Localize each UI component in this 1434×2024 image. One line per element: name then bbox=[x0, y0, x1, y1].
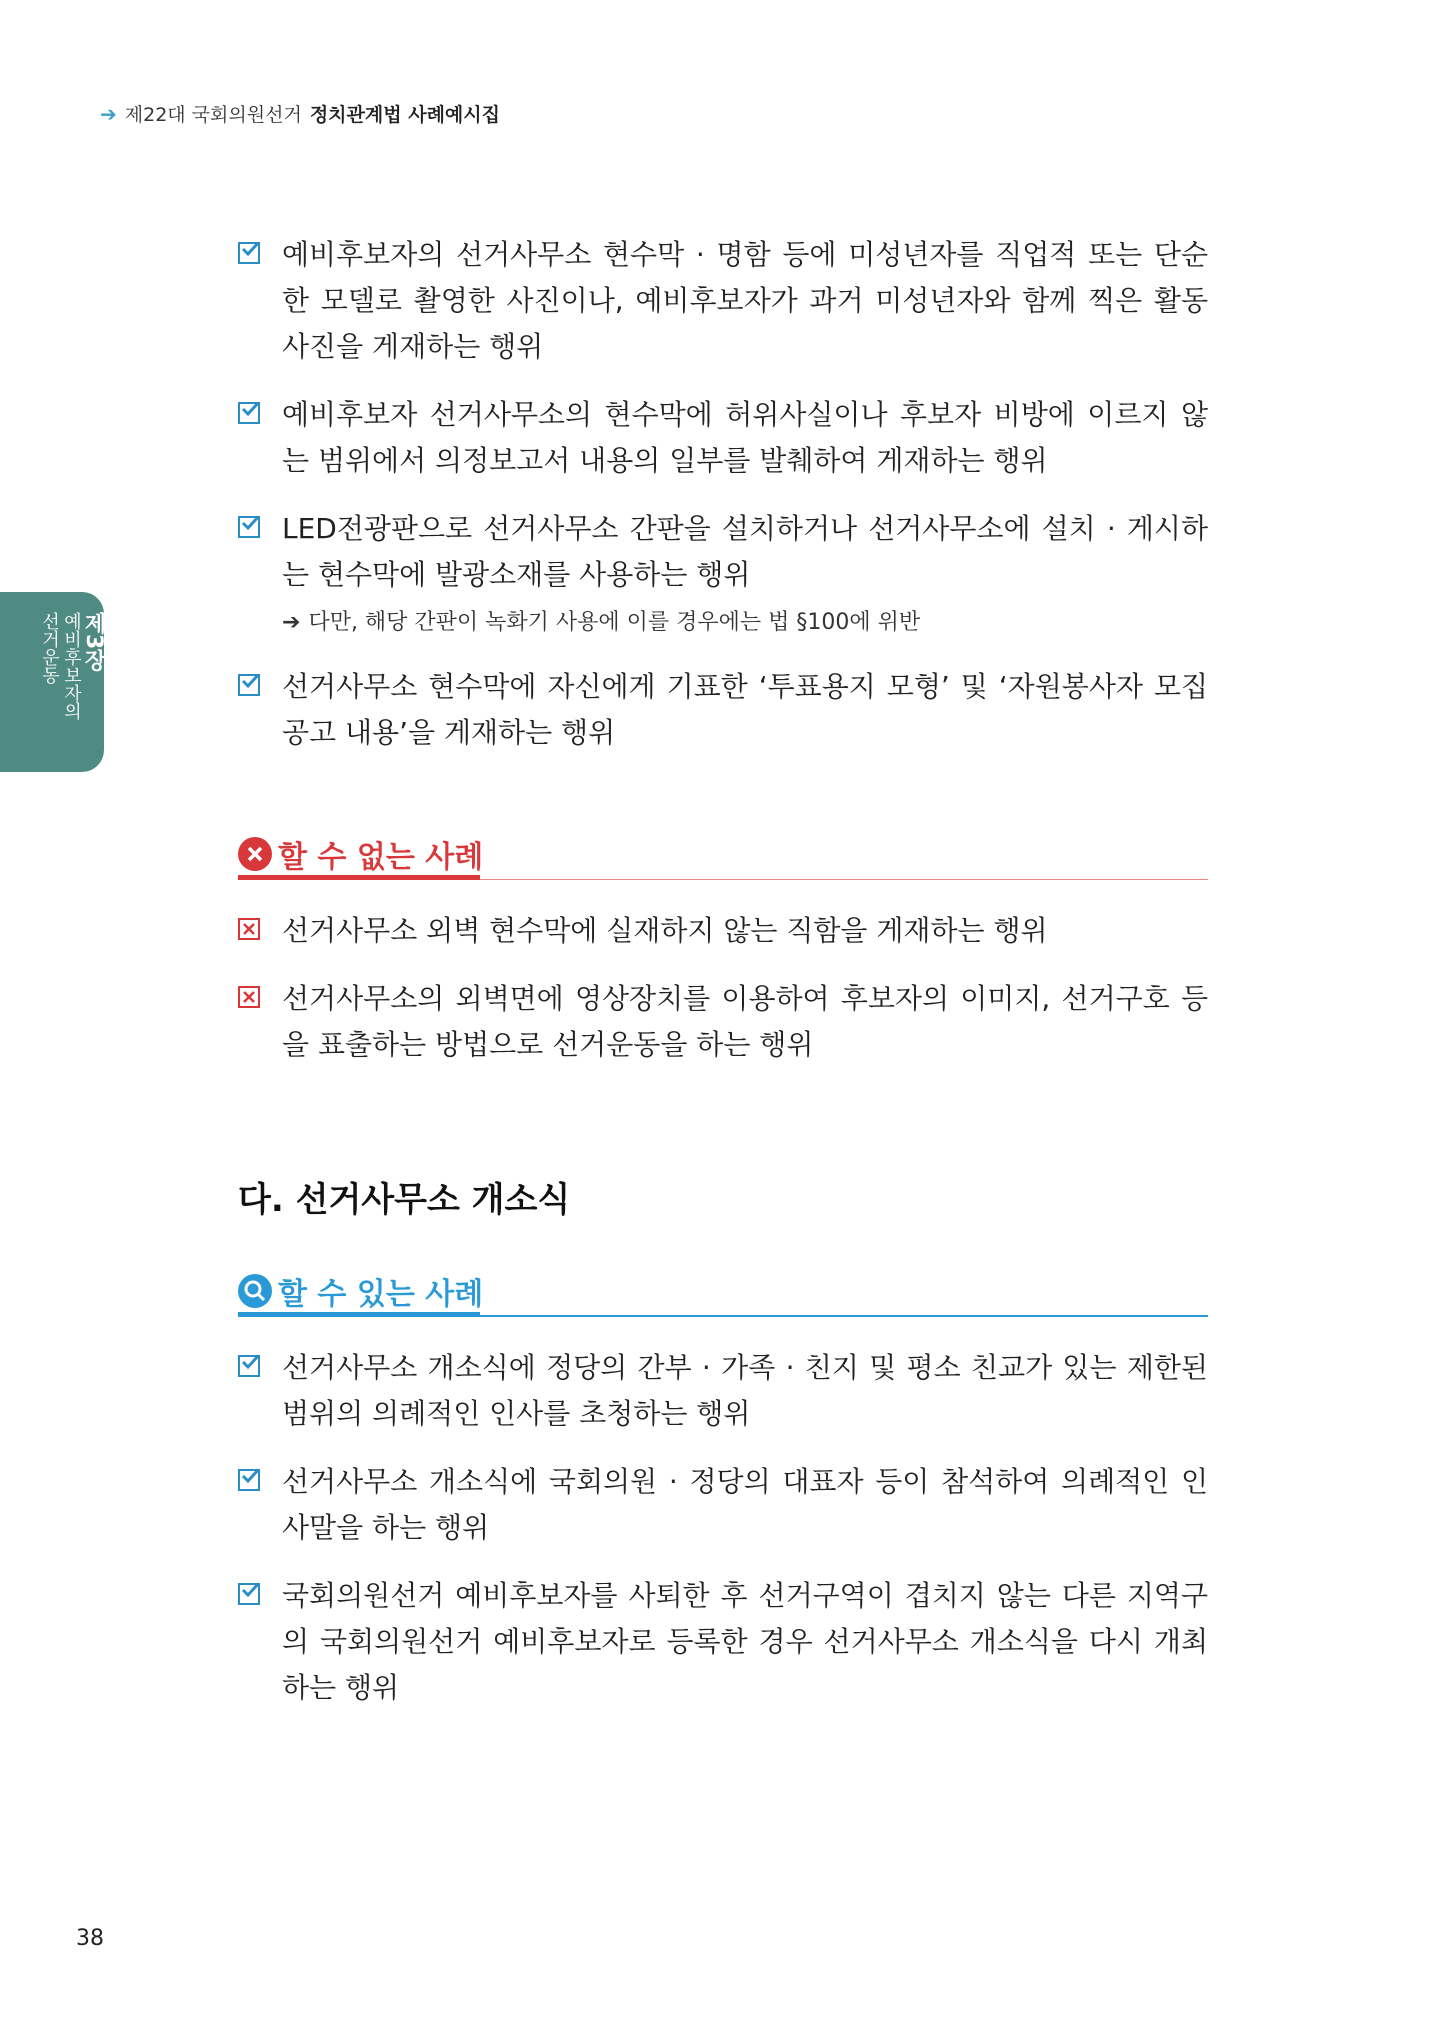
item-text: 선거사무소 개소식에 국회의원 · 정당의 대표자 등이 참석하여 의례적인 인사말을 하는 행위 bbox=[282, 1465, 1208, 1544]
checkbox-icon bbox=[238, 1583, 260, 1605]
x-box-icon bbox=[238, 918, 260, 940]
section-title-text: 할 수 있는 사례 bbox=[278, 1277, 484, 1312]
chapter-tab bbox=[0, 592, 104, 772]
page-number: 38 bbox=[76, 1926, 104, 1951]
item-text: 선거사무소 개소식에 정당의 간부 · 가족 · 친지 및 평소 친교가 있는 제한된 범위의 의례적인 인사를 초청하는 행위 bbox=[282, 1351, 1208, 1430]
cannot-section bbox=[238, 832, 1208, 1090]
arrow-right-icon: ➔ bbox=[282, 610, 301, 635]
list-item bbox=[238, 392, 1208, 484]
list-item bbox=[238, 1345, 1208, 1437]
note bbox=[282, 606, 1208, 640]
item-text: 선거사무소 외벽 현수막에 실재하지 않는 직함을 게재하는 행위 bbox=[282, 914, 1048, 947]
chapter-line1: 예비후보자의 bbox=[61, 612, 82, 720]
cannot-section-title bbox=[238, 832, 1208, 880]
list-item bbox=[238, 506, 1208, 598]
item-text: 선거사무소 현수막에 자신에게 기표한 ‘투표용지 모형’ 및 ‘자원봉사자 모집공고 내용’을 게재하는 행위 bbox=[282, 670, 1208, 749]
list-item bbox=[238, 976, 1208, 1068]
list-item bbox=[238, 664, 1208, 756]
list-item bbox=[238, 908, 1208, 954]
checkbox-icon bbox=[238, 674, 260, 696]
list-item bbox=[238, 232, 1208, 370]
running-header bbox=[100, 100, 500, 127]
checkbox-icon bbox=[238, 1355, 260, 1377]
x-box-icon bbox=[238, 986, 260, 1008]
x-circle-icon bbox=[238, 837, 272, 871]
can-section-title bbox=[238, 1269, 1208, 1317]
item-text: LED전광판으로 선거사무소 간판을 설치하거나 선거사무소에 설치 · 게시하는 현수막에 발광소재를 사용하는 행위 bbox=[282, 512, 1208, 591]
item-text: 국회의원선거 예비후보자를 사퇴한 후 선거구역이 겹치지 않는 다른 지역구의 국회의원선거 예비후보자로 등록한 경우 선거사무소 개소식을 다시 개최하는 행위 bbox=[282, 1579, 1208, 1704]
section-title-text: 할 수 없는 사례 bbox=[278, 840, 484, 875]
magnifier-icon bbox=[238, 1274, 272, 1308]
arrow-right-icon: ➔ bbox=[100, 101, 117, 126]
chapter-number: 제3장 bbox=[81, 612, 106, 672]
item-text: 예비후보자 선거사무소의 현수막에 허위사실이나 후보자 비방에 이르지 않는 범위에서 의정보고서 내용의 일부를 발췌하여 게재하는 행위 bbox=[282, 398, 1208, 477]
list-item bbox=[238, 1459, 1208, 1551]
item-text: 선거사무소의 외벽면에 영상장치를 이용하여 후보자의 이미지, 선거구호 등을 표출하는 방법으로 선거운동을 하는 행위 bbox=[282, 982, 1208, 1061]
item-text: 예비후보자의 선거사무소 현수막 · 명함 등에 미성년자를 직업적 또는 단순한 모델로 촬영한 사진이나, 예비후보자가 과거 미성년자와 함께 찍은 활동사진을 게재하는 행위 bbox=[282, 238, 1208, 363]
chapter-line2: 선거운동 bbox=[39, 612, 60, 684]
header-title: 정치관계법 사례예시집 bbox=[309, 104, 500, 126]
note-text: 다만, 해당 간판이 녹화기 사용에 이를 경우에는 법 §100에 위반 bbox=[308, 610, 921, 635]
list-item bbox=[238, 1573, 1208, 1711]
top-list bbox=[238, 232, 1208, 778]
checkbox-icon bbox=[238, 242, 260, 264]
checkbox-icon bbox=[238, 1469, 260, 1491]
checkbox-icon bbox=[238, 516, 260, 538]
checkbox-icon bbox=[238, 402, 260, 424]
section-heading: 다. 선거사무소 개소식 bbox=[238, 1180, 571, 1220]
main-section bbox=[238, 1172, 1208, 1733]
header-prefix: 제22대 국회의원선거 bbox=[124, 104, 302, 126]
